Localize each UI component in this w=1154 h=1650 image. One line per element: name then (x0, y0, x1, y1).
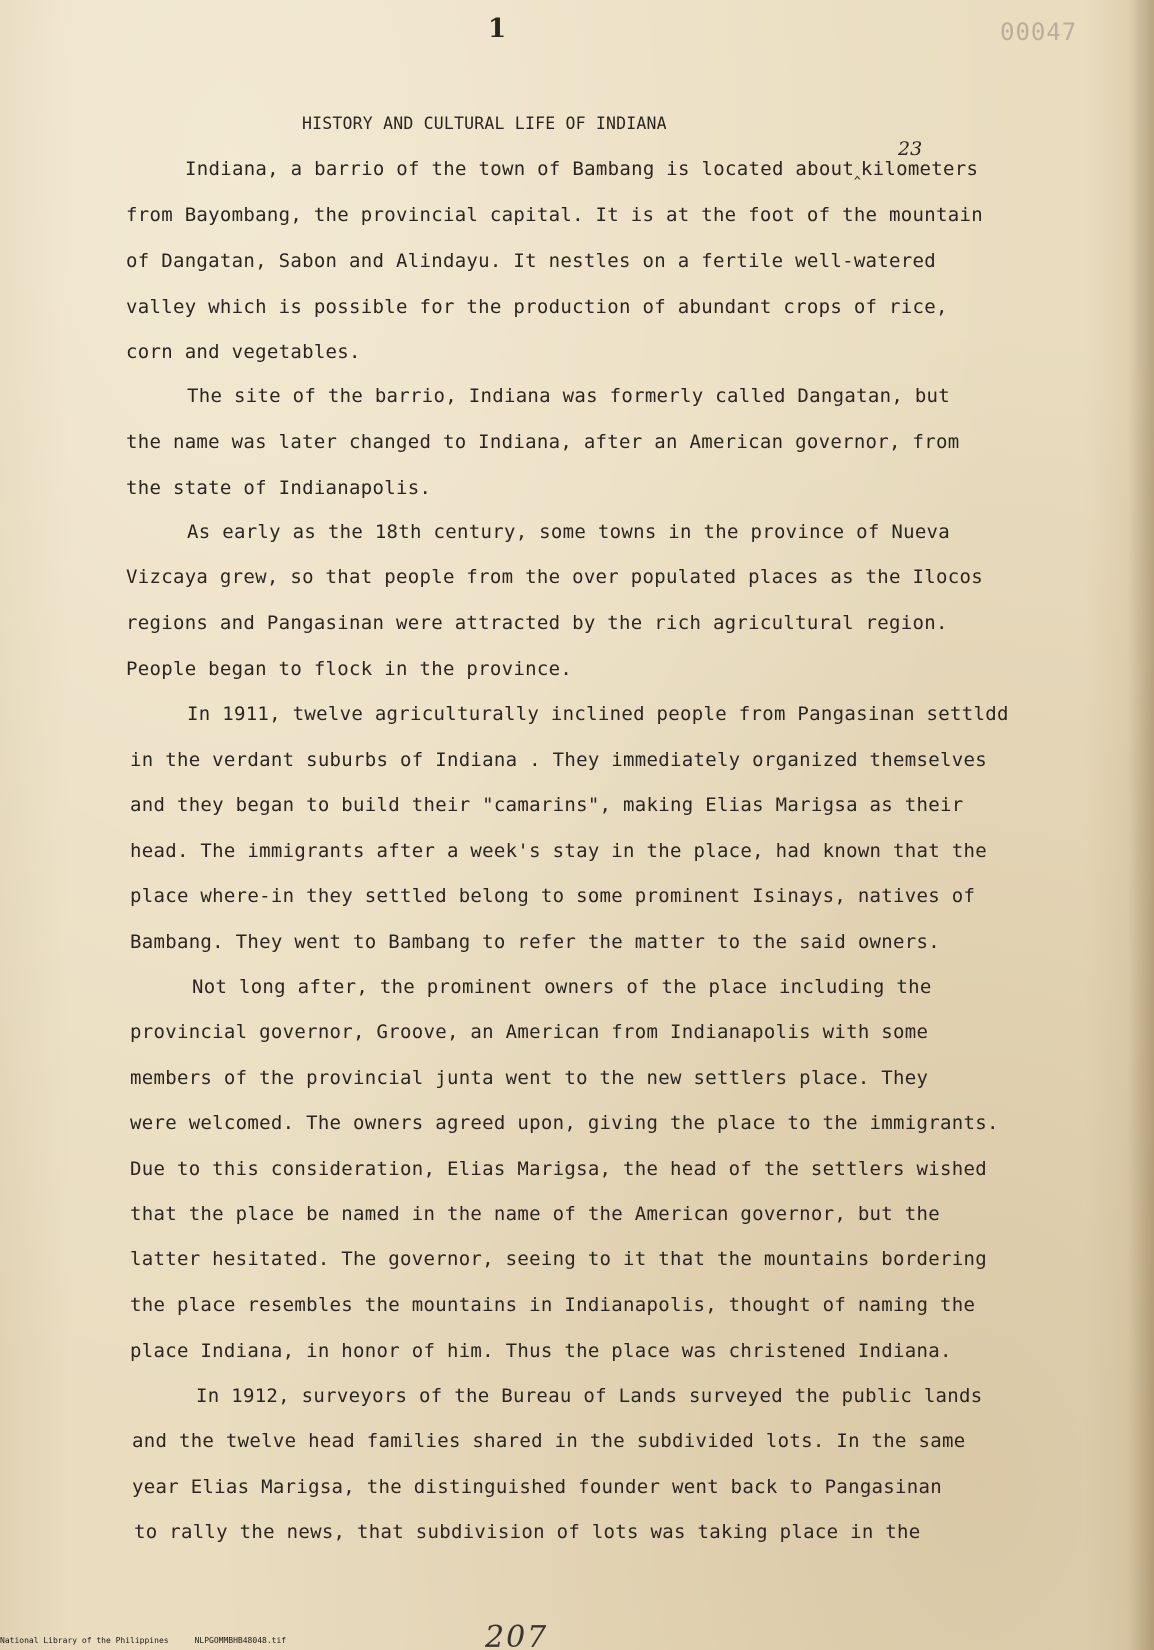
text-line: members of the provincial junta went to the new settlers place. They (130, 1067, 929, 1089)
footer-library: National Library of the Philippines (0, 1636, 169, 1645)
text-line: Indiana, a barrio of the town of Bambang is located about‸kilometers (185, 158, 979, 180)
text-line: valley which is possible for the production of abundant crops of rice, (126, 296, 948, 318)
text-line: year Elias Marigsa, the distinguished founder went back to Pangasinan (132, 1476, 942, 1498)
text-line: to rally the news, that subdivision of lots was taking place in the (134, 1521, 921, 1543)
text-line: Not long after, the prominent owners of the place including the (192, 976, 932, 998)
handwritten-distance-note: 23 (898, 138, 923, 160)
text-line: Bambang. They went to Bambang to refer the matter to the said owners. (130, 931, 940, 953)
page-edge-shadow (1128, 0, 1154, 1650)
handwritten-page-mark: 207 (485, 1620, 549, 1650)
footer-file-id: NLPGOMMBHB48048.tif (194, 1636, 287, 1645)
text-line: and they began to build their "camarins", making Elias Marigsa as their (130, 794, 964, 816)
scan-footer (0, 1636, 312, 1645)
text-line: In 1911, twelve agriculturally inclined people from Pangasinan settldd (187, 703, 1009, 725)
text-line: Due to this consideration, Elias Marigsa, the head of the settlers wished (130, 1158, 987, 1180)
text-line: regions and Pangasinan were attracted by the rich agricultural region. (126, 612, 948, 634)
archive-stamp: 00047 (1000, 18, 1078, 46)
text-line: the place resembles the mountains in Indianapolis, thought of naming the (130, 1294, 976, 1316)
text-line: place where-in they settled belong to some prominent Isinays, natives of (130, 885, 976, 907)
text-line: In 1912, surveyors of the Bureau of Lands surveyed the public lands (196, 1385, 983, 1407)
text-line: head. The immigrants after a week's stay in the place, had known that the (130, 840, 987, 862)
text-line: Vizcaya grew, so that people from the over populated places as the Ilocos (126, 566, 983, 588)
text-line: in the verdant suburbs of Indiana . They immediately organized themselves (130, 749, 987, 771)
text-line: provincial governor, Groove, an American from Indianapolis with some (130, 1021, 929, 1043)
document-title: HISTORY AND CULTURAL LIFE OF INDIANA (302, 114, 667, 133)
text-line: of Dangatan, Sabon and Alindayu. It nestles on a fertile well-watered (126, 250, 936, 272)
text-line: the name was later changed to Indiana, after an American governor, from (126, 431, 960, 453)
text-line: were welcomed. The owners agreed upon, giving the place to the immigrants. (130, 1112, 999, 1134)
text-line: corn and vegetables. (126, 341, 361, 363)
page-number: 1 (488, 14, 507, 44)
text-line: from Bayombang, the provincial capital. It is at the foot of the mountain (126, 204, 983, 226)
text-line: the state of Indianapolis. (126, 477, 432, 499)
text-line: People began to flock in the province. (126, 658, 573, 680)
text-line: As early as the 18th century, some towns in the province of Nueva (187, 521, 951, 543)
text-line: latter hesitated. The governor, seeing to it that the mountains bordering (130, 1248, 987, 1270)
text-line: and the twelve head families shared in the subdivided lots. In the same (132, 1430, 966, 1452)
text-line: The site of the barrio, Indiana was formerly called Dangatan, but (187, 385, 951, 407)
text-line: that the place be named in the name of the American governor, but the (130, 1203, 940, 1225)
text-line: place Indiana, in honor of him. Thus the place was christened Indiana. (130, 1340, 952, 1362)
